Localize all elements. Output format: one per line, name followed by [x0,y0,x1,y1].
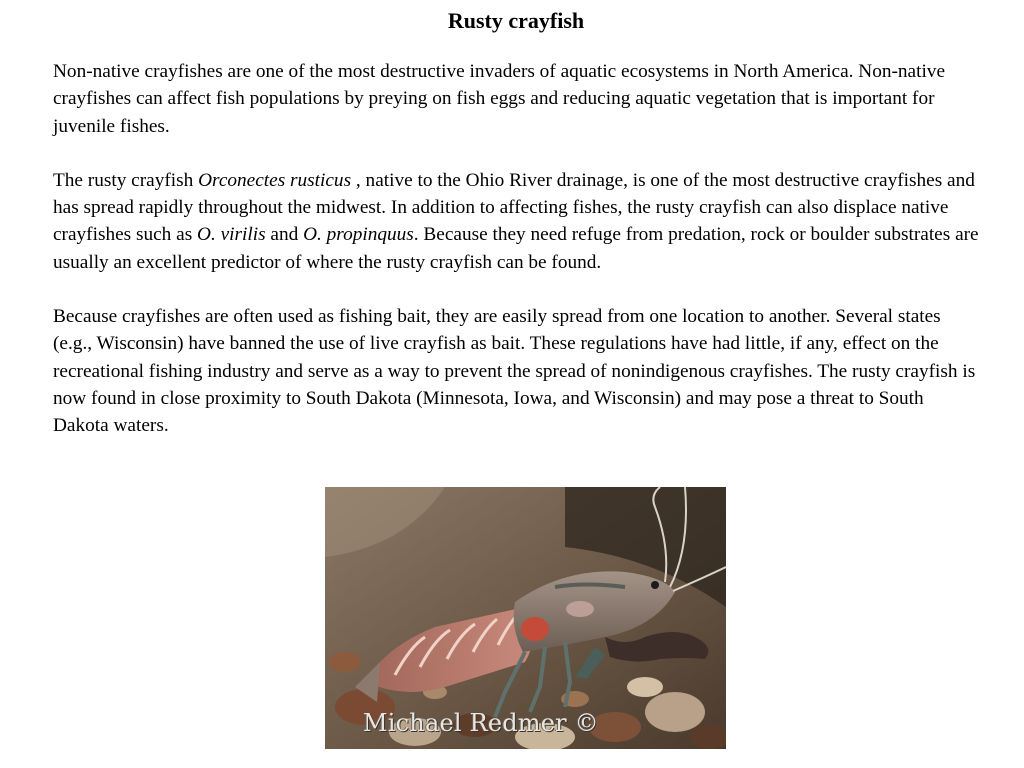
paragraph-bait-spread [53,303,983,439]
paragraph-rusty-intro: The rusty crayfish [53,169,199,191]
paragraph-rusty-rest: . Because they need refuge from predation, rock or boulder substrates are usually an excellent predictor of where the rusty crayfish can be found. [53,224,979,273]
article-body [53,58,983,467]
paragraph-bait-text: Because crayfishes are often used as fishing bait, they are easily spread from one location to another. Several states (e.g., Wisconsin) have banned the use of live crayfish as bait. These regulations have had little, if any, effect on the recreational fishing industry and serve as a way to prevent the spread of nonindigenous crayfishes. The rusty crayfish is now found in close proximity to South Dakota (Minnesota, Iowa, and Wisconsin) and may pose a threat to South Dakota waters. [53,306,976,437]
species-name-propinquus: O. propinquus [303,224,414,246]
paragraph-rusty-mid: , native to the Ohio River drainage, is one of the most destructive crayfishes and has spread rapidly throughout the midwest. In addition to affecting fishes, the rusty crayfish can also displace native crayfishes such as [53,169,975,246]
page-title: Rusty crayfish [447,8,585,33]
photo-credit: Michael Redmer © [363,709,599,737]
crayfish-photo [325,487,726,749]
species-name-rusticus: Orconectes rusticus [198,169,352,191]
paragraph-rusty-crayfish [53,167,983,276]
paragraph-invaders-text: Non-native crayfishes are one of the most destructive invaders of aquatic ecosystems in North America. Non-native crayfishes can affect fish populations by preying on fish eggs and reducing aquatic vegetation that is important for juvenile fishes. [53,61,946,137]
paragraph-rusty-and: and [265,224,304,246]
paragraph-invaders [53,58,983,140]
rusty-spot [521,617,549,641]
species-name-virilis: O. virilis [197,224,266,246]
